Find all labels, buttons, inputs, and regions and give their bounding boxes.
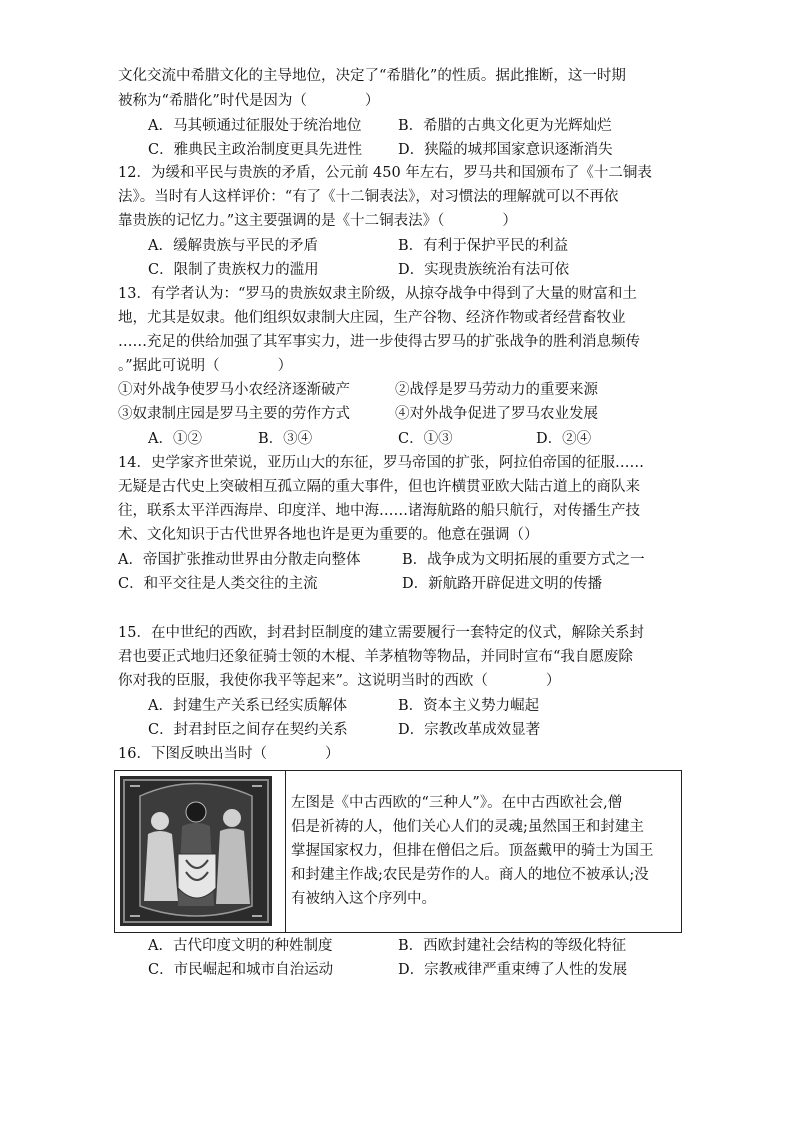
option-c: C．市民崛起和城市自治运动 [148, 962, 334, 978]
statement-3: ③奴隶制庄园是罗马主要的劳作方式 [118, 406, 350, 422]
option-d: D．新航路开辟促进文明的传播 [402, 576, 603, 592]
question-13-line: 地，尤其是奴隶。他们组织奴隶制大庄园，生产谷物、经济作物或者经营畜牧业 [118, 310, 626, 326]
question-13-line: 13．有学者认为：“罗马的贵族奴隶主阶级，从掠夺战争中得到了大量的财富和土 [118, 286, 637, 302]
figure-table [114, 770, 682, 933]
option-d: D．②④ [536, 431, 592, 447]
option-d: D．宗教戒律严重束缚了人性的发展 [398, 962, 628, 978]
question-text-line: 文化交流中希腊文化的主导地位，决定了“希腊化”的性质。据此推断，这一时期 [118, 68, 626, 84]
option-b: B．③④ [258, 431, 313, 447]
statement-4: ④对外战争促进了罗马农业发展 [395, 406, 598, 422]
option-c: C．封君封臣之间存在契约关系 [148, 722, 348, 738]
option-c: C．和平交往是人类交往的主流 [118, 576, 318, 592]
figure-description-line: 掌握国家权力，但排在僧侣之后。顶盔戴甲的骑士为国王 [291, 843, 654, 859]
statement-1: ①对外战争使罗马小农经济逐渐破产 [118, 382, 350, 398]
option-d: D．狭隘的城邦国家意识逐渐消失 [398, 142, 613, 158]
question-14-line: 往，联系太平洋西海岸、印度洋、地中海……诸海航路的船只航行，对传播生产技 [118, 503, 640, 519]
question-12-line: 靠贵族的记忆力。”这主要强调的是《十二铜表法》（ ） [118, 213, 517, 229]
question-16-line: 16．下图反映出当时（ ） [118, 746, 340, 762]
option-b: B．战争成为文明拓展的重要方式之一 [402, 552, 645, 568]
statement-2: ②战俘是罗马劳动力的重要来源 [395, 382, 598, 398]
option-b: B．希腊的古典文化更为光辉灿烂 [398, 118, 612, 134]
option-a: A．封建生产关系已经实质解体 [148, 698, 347, 714]
figure-description-line: 左图是《中古西欧的“三种人”》。在中古西欧社会,僧 [291, 795, 623, 811]
option-d: D．实现贵族统治有法可依 [398, 262, 570, 278]
figure-description-line: 和封建主作战;农民是劳作的人。商人的地位不被承认;没 [291, 867, 649, 883]
option-b: B．有利于保护平民的利益 [398, 238, 569, 254]
question-14-line: 14．史学家齐世荣说，亚历山大的东征，罗马帝国的扩张，阿拉伯帝国的征服…… [118, 455, 644, 471]
option-d: D．宗教改革成效显著 [398, 722, 541, 738]
question-13-line: ……充足的供给加强了其军事实力，进一步使得古罗马的扩张战争的胜利消息频传 [118, 334, 640, 350]
option-b: B．西欧封建社会结构的等级化特征 [398, 938, 627, 954]
question-13-line: 。”据此可说明（ ） [118, 358, 293, 374]
figure-description [291, 791, 671, 911]
three-orders-illustration [120, 776, 272, 926]
question-14-line: 无疑是古代史上突破相互孤立隔的重大事件，但也许横贯亚欧大陆古道上的商队来 [118, 479, 640, 495]
option-c: C．限制了贵族权力的滥用 [148, 262, 319, 278]
figure-description-line: 侣是祈祷的人，他们关心人们的灵魂;虽然国王和封建主 [291, 819, 644, 835]
figure-description-line: 有被纳入这个序列中。 [291, 891, 436, 907]
option-a: A．缓解贵族与平民的矛盾 [148, 238, 318, 254]
question-12-line: 法》。当时有人这样评价：“有了《十二铜表法》，对习惯法的理解就可以不再依 [118, 189, 619, 205]
option-a: A．古代印度文明的种姓制度 [148, 938, 333, 954]
question-14-line: 术、文化知识于古代世界各地也许是更为重要的。他意在强调（） [118, 527, 539, 543]
question-text-line: 被称为“希腊化”时代是因为（ ） [118, 93, 380, 109]
option-a: A．①② [148, 431, 202, 447]
figure-cell [115, 771, 286, 932]
option-b: B．资本主义势力崛起 [398, 698, 540, 714]
medieval-illustration-icon [120, 776, 272, 926]
question-15-line: 你对我的臣服，我使你我平等起来”。这说明当时的西欧（ ） [118, 673, 561, 689]
option-a: A．帝国扩张推动世界由分散走向整体 [118, 552, 361, 568]
question-15-line: 15．在中世纪的西欧，封君封臣制度的建立需要履行一套特定的仪式，解除关系封 [118, 625, 644, 641]
question-12-line: 12．为缓和平民与贵族的矛盾，公元前 450 年左右，罗马共和国颁布了《十二铜表 [118, 165, 652, 181]
option-c: C．①③ [398, 431, 453, 447]
question-15-line: 君也要正式地归还象征骑士领的木棍、羊茅植物等物品，并同时宣布“我自愿废除 [118, 649, 633, 665]
option-c: C．雅典民主政治制度更具先进性 [148, 142, 363, 158]
option-a: A．马其顿通过征服处于统治地位 [148, 118, 362, 134]
